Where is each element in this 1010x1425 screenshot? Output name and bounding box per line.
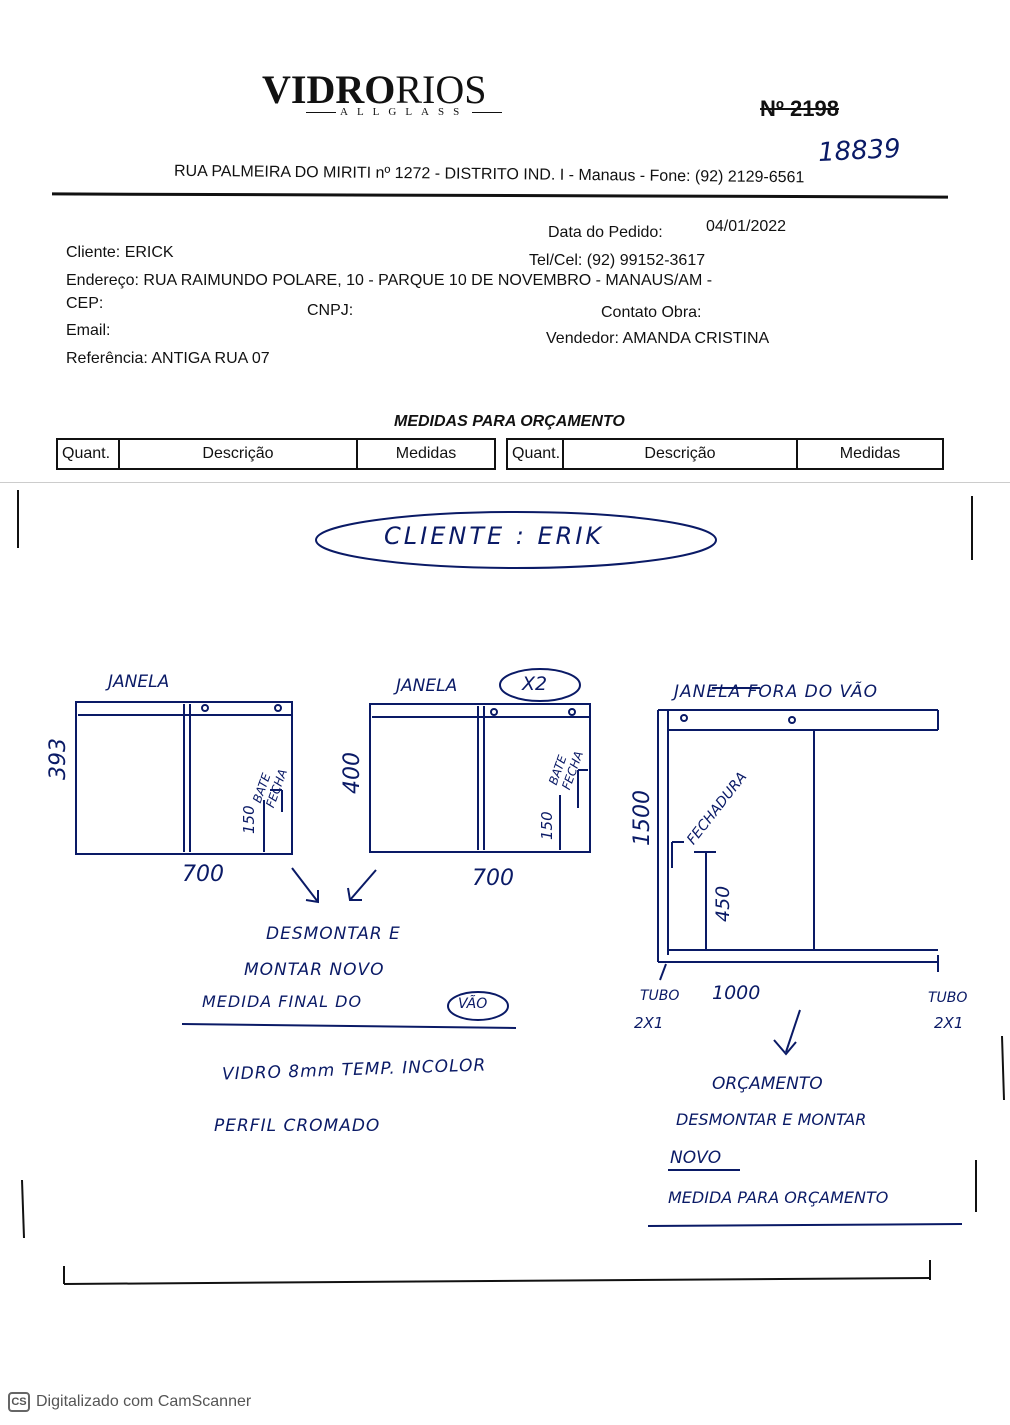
- window-1-bate: BATE FECHA: [250, 767, 291, 810]
- header-quant-2: Quant.: [506, 438, 564, 470]
- profile-spec: PERFIL CROMADO: [214, 1116, 381, 1136]
- note-1-line-3: MEDIDA FINAL DO: [202, 992, 363, 1011]
- handwritten-order-number: 18839: [817, 133, 902, 169]
- window-1-mark: 150: [240, 805, 258, 834]
- note-2-line-4: MEDIDA PARA ORÇAMENTO: [668, 1188, 889, 1207]
- window-3-width: 1000: [712, 982, 761, 1004]
- window-3-title: JANELA FORA DO VÃO: [674, 682, 878, 702]
- window-2-height: 400: [340, 752, 365, 794]
- logo-tagline: ALLGLASS: [302, 106, 506, 118]
- scanner-text: Digitalizado com CamScanner: [36, 1393, 252, 1410]
- cep-field: CEP:: [66, 295, 104, 312]
- header-quant-1: Quant.: [56, 438, 120, 470]
- scanner-watermark: [8, 1392, 251, 1412]
- client-field: Cliente: ERICK: [66, 244, 174, 261]
- tube-left-label: TUBO: [640, 988, 680, 1004]
- company-address: RUA PALMEIRA DO MIRITI nº 1272 - DISTRITO IND. I - Manaus - Fone: (92) 2129-6561: [173, 162, 805, 187]
- window-3-height: 1500: [630, 790, 655, 846]
- window-1-width: 700: [182, 862, 224, 887]
- measurements-title: MEDIDAS PARA ORÇAMENTO: [394, 413, 625, 430]
- window-2-width: 700: [472, 866, 514, 891]
- address-field: Endereço: RUA RAIMUNDO POLARE, 10 - PARQUE 10 DE NOVEMBRO - MANAUS/AM -: [66, 272, 713, 289]
- site-contact-field: Contato Obra:: [601, 304, 702, 321]
- window-1-title: JANELA: [108, 672, 170, 692]
- header-medidas-2: Medidas: [796, 438, 944, 470]
- window-2-mark: 150: [538, 811, 556, 840]
- order-date-value: 04/01/2022: [706, 218, 787, 235]
- email-field: Email:: [66, 322, 111, 339]
- header-descricao-1: Descrição: [118, 438, 358, 470]
- note-1-line-1: DESMONTAR E: [266, 924, 401, 944]
- phone-field: Tel/Cel: (92) 99152-3617: [529, 252, 706, 269]
- logo-wordmark: VIDRORIOS: [262, 67, 487, 112]
- printed-order-number: Nº 2198: [760, 96, 839, 121]
- client-handwritten: CLIENTE : ERIK: [384, 522, 605, 550]
- camscanner-logo-icon: CS: [8, 1392, 30, 1412]
- header-medidas-1: Medidas: [356, 438, 496, 470]
- window-2-bate: BATE FECHA: [546, 749, 587, 792]
- glass-spec: VIDRO 8mm TEMP. INCOLOR: [221, 1055, 487, 1085]
- order-date-label: Data do Pedido:: [548, 224, 663, 241]
- window-2-title: JANELA: [396, 676, 458, 696]
- tube-right-label: TUBO: [928, 990, 968, 1006]
- note-1-line-2: MONTAR NOVO: [244, 960, 385, 980]
- window-1-height: 393: [46, 738, 71, 780]
- note-2-line-2: DESMONTAR E MONTAR: [676, 1110, 867, 1129]
- window-2-qty: X2: [522, 673, 548, 695]
- window-3-lock: FECHADURA: [684, 769, 751, 848]
- header-descricao-2: Descrição: [562, 438, 798, 470]
- note-2-line-1: ORÇAMENTO: [712, 1074, 823, 1094]
- note-2-line-3: NOVO: [670, 1148, 722, 1168]
- window-3-mark: 450: [712, 885, 734, 922]
- cnpj-field: CNPJ:: [307, 302, 354, 319]
- note-1-vao: VÃO: [458, 996, 488, 1012]
- reference-field: Referência: ANTIGA RUA 07: [66, 350, 270, 367]
- tube-right-size: 2X1: [934, 1014, 964, 1032]
- seller-field: Vendedor: AMANDA CRISTINA: [546, 330, 770, 347]
- tube-left-size: 2X1: [634, 1014, 664, 1032]
